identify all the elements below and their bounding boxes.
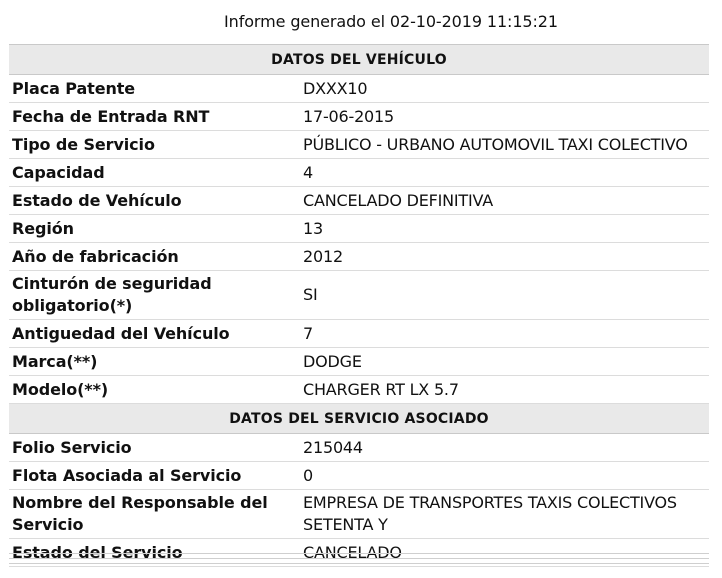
row-label: Flota Asociada al Servicio xyxy=(9,462,299,490)
service-section-header xyxy=(9,404,709,434)
row-label: Nombre del Responsable del Servicio xyxy=(9,490,299,539)
report-table xyxy=(9,44,709,567)
table-row xyxy=(9,243,709,271)
row-label: Tipo de Servicio xyxy=(9,131,299,159)
table-row xyxy=(9,131,709,159)
report-generated-text: Informe generado el 02-10-2019 11:15:21 xyxy=(224,12,558,31)
row-label: Folio Servicio xyxy=(9,434,299,462)
divider-line xyxy=(9,558,709,559)
table-row xyxy=(9,490,709,539)
row-value: 2012 xyxy=(299,243,709,271)
divider-line xyxy=(9,553,709,554)
table-row xyxy=(9,159,709,187)
vehicle-section-header xyxy=(9,45,709,75)
row-label: Fecha de Entrada RNT xyxy=(9,103,299,131)
table-row xyxy=(9,320,709,348)
table-row xyxy=(9,434,709,462)
row-label: Estado de Vehículo xyxy=(9,187,299,215)
table-row xyxy=(9,462,709,490)
row-value: PÚBLICO - URBANO AUTOMOVIL TAXI COLECTIVO xyxy=(299,131,709,159)
row-value: EMPRESA DE TRANSPORTES TAXIS COLECTIVOS SETENTA Y xyxy=(299,490,709,539)
table-row xyxy=(9,103,709,131)
table-row xyxy=(9,215,709,243)
row-label: Modelo(**) xyxy=(9,376,299,404)
section-title: DATOS DEL VEHÍCULO xyxy=(9,45,709,75)
row-label: Estado del Servicio xyxy=(9,539,299,567)
divider-line xyxy=(9,563,709,564)
row-value: 7 xyxy=(299,320,709,348)
table-row xyxy=(9,75,709,103)
footer-divider xyxy=(9,553,709,568)
row-label: Marca(**) xyxy=(9,348,299,376)
row-value: 17-06-2015 xyxy=(299,103,709,131)
row-label: Antiguedad del Vehículo xyxy=(9,320,299,348)
table-row xyxy=(9,348,709,376)
table-row xyxy=(9,271,709,320)
row-value: SI xyxy=(299,271,709,320)
row-label: Placa Patente xyxy=(9,75,299,103)
row-label: Año de fabricación xyxy=(9,243,299,271)
row-value: 13 xyxy=(299,215,709,243)
row-value: CHARGER RT LX 5.7 xyxy=(299,376,709,404)
row-value: DODGE xyxy=(299,348,709,376)
section-title: DATOS DEL SERVICIO ASOCIADO xyxy=(9,404,709,434)
row-label: Cinturón de seguridad obligatorio(*) xyxy=(9,271,299,320)
report-header xyxy=(0,12,722,31)
table-row xyxy=(9,376,709,404)
row-label: Región xyxy=(9,215,299,243)
row-value: DXXX10 xyxy=(299,75,709,103)
row-label: Capacidad xyxy=(9,159,299,187)
row-value: 4 xyxy=(299,159,709,187)
table-row xyxy=(9,187,709,215)
row-value: 215044 xyxy=(299,434,709,462)
row-value: CANCELADO DEFINITIVA xyxy=(299,187,709,215)
row-value: 0 xyxy=(299,462,709,490)
row-value: CANCELADO xyxy=(299,539,709,567)
